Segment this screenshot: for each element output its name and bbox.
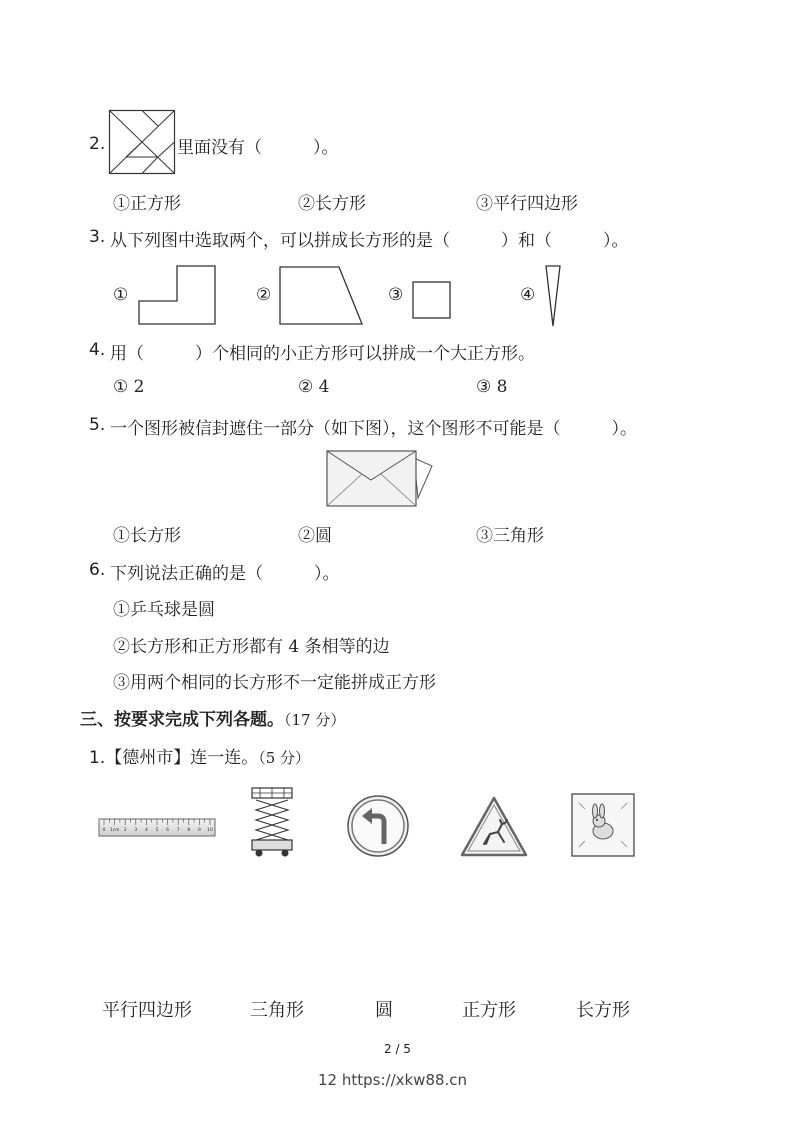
q2-text: 里面没有（ ）。 [177, 138, 339, 158]
ruler-tick-label: 6 [166, 828, 170, 833]
q5-option-1: ①长方形 [113, 526, 181, 546]
q2-option-3: ③平行四边形 [476, 194, 578, 214]
ruler-tick-label: 5 [155, 828, 159, 833]
ruler-tick-label: 8 [187, 828, 191, 833]
q5-number: 5. [89, 415, 106, 435]
l-shape-figure [138, 265, 216, 325]
q6-option-2: ②长方形和正方形都有 4 条相等的边 [113, 637, 390, 657]
q4-text: 用（ ）个相同的小正方形可以拼成一个大正方形。 [110, 344, 535, 364]
turn-left-sign-image [346, 794, 410, 858]
trapezoid-figure [279, 266, 363, 326]
label-circle: 圆 [375, 1000, 393, 1021]
q2-option-1: ①正方形 [113, 194, 181, 214]
envelope-figure [326, 450, 434, 508]
q3-shape-label-1: ① [113, 285, 129, 305]
label-square: 正方形 [462, 1000, 516, 1021]
q3-shape-label-2: ② [256, 285, 272, 305]
q3-shape-label-3: ③ [388, 285, 404, 305]
narrow-triangle-figure [545, 265, 561, 327]
ruler-tick-label: 0 [102, 828, 106, 833]
q3-text: 从下列图中选取两个，可以拼成长方形的是（ ）和（ ）。 [110, 231, 629, 251]
q4-option-3: ③ 8 [476, 377, 508, 397]
small-square-figure [412, 281, 452, 319]
watermark-text: 12 https://xkw88.cn [318, 1071, 468, 1089]
section-3-title: 三、按要求完成下列各题。 [80, 710, 284, 730]
ruler-image [98, 818, 216, 838]
ruler-tick-label: 1cm [109, 828, 120, 833]
label-triangle: 三角形 [250, 1000, 304, 1021]
q2-option-2: ②长方形 [298, 194, 366, 214]
q4-option-1: ① 2 [113, 377, 145, 397]
ruler-tick-label: 2 [123, 828, 127, 833]
q3-1-tag: 【德州市】 [105, 748, 191, 768]
tangram-square-figure [109, 110, 175, 174]
q3-number: 3. [89, 227, 106, 247]
rabbit-sign-image [571, 793, 635, 857]
q4-option-2: ② 4 [298, 377, 330, 397]
scissor-lift-image [248, 786, 296, 858]
q5-text: 一个图形被信封遮住一部分（如下图），这个图形不可能是（ ）。 [110, 419, 637, 439]
label-parallelogram: 平行四边形 [102, 1000, 192, 1021]
deer-warning-sign-image [460, 796, 528, 858]
q6-option-1: ①乒乓球是圆 [113, 600, 215, 620]
ruler-tick-label: 7 [176, 828, 180, 833]
q6-option-3: ③用两个相同的长方形不一定能拼成正方形 [113, 673, 436, 693]
q3-shape-label-4: ④ [520, 285, 536, 305]
section-3-score: （17 分） [284, 711, 346, 729]
section-3-heading [80, 705, 345, 730]
page-number: 2 / 5 [384, 1042, 411, 1056]
ruler-tick-label: 10 [207, 828, 213, 833]
q3-1-text: 连一连。 [190, 748, 259, 768]
q2-number: 2. [89, 134, 106, 154]
q3-1-score: （5 分） [258, 749, 311, 767]
label-rectangle: 长方形 [576, 1000, 630, 1021]
ruler-tick-label: 9 [197, 828, 201, 833]
q5-option-2: ②圆 [298, 526, 332, 546]
q3-1-heading [89, 743, 310, 768]
q5-option-3: ③三角形 [476, 526, 544, 546]
q3-1-number: 1. [89, 748, 106, 768]
ruler-tick-label: 4 [144, 828, 148, 833]
q4-number: 4. [89, 340, 106, 360]
ruler-tick-label: 3 [134, 828, 138, 833]
q6-number: 6. [89, 560, 106, 580]
q6-text: 下列说法正确的是（ ）。 [110, 564, 340, 584]
